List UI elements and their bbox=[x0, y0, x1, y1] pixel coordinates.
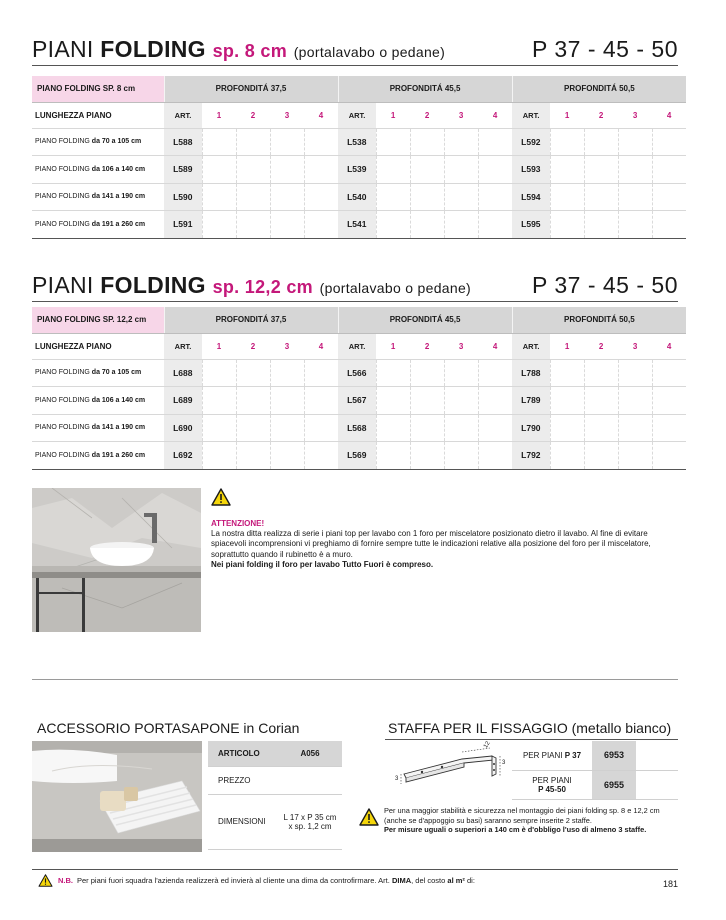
price-cell bbox=[270, 156, 304, 184]
price-cell bbox=[376, 183, 410, 211]
accessory-title: ACCESSORIO PORTASAPONE in Corian bbox=[37, 720, 300, 736]
bracket-dim-a: 12 bbox=[483, 740, 492, 750]
footer-rule bbox=[32, 869, 678, 870]
row-description bbox=[32, 359, 164, 387]
art-column-header: ART. bbox=[512, 102, 550, 128]
row-prefix: PIANO FOLDING bbox=[35, 165, 90, 173]
table-subheader-row bbox=[32, 102, 686, 128]
price-cell bbox=[410, 156, 444, 184]
section1-price-table bbox=[32, 76, 686, 239]
bracket-row2-code: 6955 bbox=[592, 770, 636, 799]
price-column-header: 2 bbox=[584, 333, 618, 359]
price-cell bbox=[376, 128, 410, 156]
section1-title-normal: PIANI bbox=[32, 36, 94, 62]
table-header-row bbox=[32, 76, 686, 102]
section2-price-table bbox=[32, 307, 686, 470]
price-cell bbox=[444, 156, 478, 184]
attention-body: La nostra ditta realizza di serie i piani top per lavabo con 1 foro per miscelatore posizionato dietro il lavabo. Al fine di evitare spiacevoli incomprensioni vi preghiamo di fornire sempre tutte le indicazioni relative alla posizione del foro per il miscelatore, soprattutto quando il rubinetto è a muro. bbox=[211, 529, 651, 559]
price-cell bbox=[444, 183, 478, 211]
section2-title-pink: sp. 12,2 cm bbox=[212, 277, 313, 297]
price-cell bbox=[410, 128, 444, 156]
row-description bbox=[32, 156, 164, 184]
price-cell bbox=[550, 211, 584, 239]
footer-nb: N.B. bbox=[58, 876, 73, 885]
footer-note bbox=[38, 874, 475, 887]
row-description bbox=[32, 414, 164, 442]
price-cell bbox=[478, 387, 512, 415]
price-cell bbox=[652, 211, 686, 239]
table-header-label: PIANO FOLDING SP. 8 cm bbox=[32, 76, 164, 102]
price-cell bbox=[444, 387, 478, 415]
depth-group-header: PROFONDITÁ 37,5 bbox=[164, 307, 338, 333]
price-cell bbox=[236, 211, 270, 239]
bracket-row1-label: PER PIANI bbox=[522, 750, 565, 760]
bracket-row-p45 bbox=[512, 770, 678, 799]
row-description bbox=[32, 128, 164, 156]
price-cell bbox=[236, 359, 270, 387]
row-range: da 70 a 105 cm bbox=[91, 138, 142, 146]
price-cell bbox=[304, 183, 338, 211]
article-code: L589 bbox=[164, 156, 202, 184]
article-code: L789 bbox=[512, 387, 550, 415]
price-cell bbox=[652, 128, 686, 156]
price-column-header: 1 bbox=[376, 333, 410, 359]
price-cell bbox=[270, 387, 304, 415]
table-row bbox=[32, 359, 686, 387]
price-cell bbox=[304, 359, 338, 387]
page-number: 181 bbox=[663, 879, 679, 889]
price-column-header: 2 bbox=[410, 333, 444, 359]
price-cell bbox=[202, 414, 236, 442]
price-cell bbox=[444, 442, 478, 470]
section1-title-bold: FOLDING bbox=[100, 36, 206, 62]
price-cell bbox=[376, 442, 410, 470]
article-code: L588 bbox=[164, 128, 202, 156]
price-cell bbox=[550, 128, 584, 156]
price-column-header: 3 bbox=[444, 102, 478, 128]
price-column-header: 3 bbox=[444, 333, 478, 359]
price-column-header: 2 bbox=[236, 102, 270, 128]
footer-text-c: di: bbox=[467, 876, 475, 885]
price-cell bbox=[478, 156, 512, 184]
art-column-header: ART. bbox=[164, 102, 202, 128]
price-cell bbox=[304, 387, 338, 415]
article-code: L593 bbox=[512, 156, 550, 184]
bracket-note-text: Per una maggior stabilità e sicurezza nel montaggio dei piani folding sp. 8 e 12,2 cm (anche se d'appoggio su basi) saranno sempre inserite 2 staffe. bbox=[384, 806, 660, 825]
row-prefix: PIANO FOLDING bbox=[35, 138, 90, 146]
attention-note bbox=[211, 519, 681, 570]
price-cell bbox=[652, 414, 686, 442]
price-cell bbox=[410, 414, 444, 442]
article-code: L567 bbox=[338, 387, 376, 415]
price-cell bbox=[652, 387, 686, 415]
prezzo-label: PREZZO bbox=[208, 766, 278, 794]
table-row bbox=[32, 183, 686, 211]
bracket-row1-bold: P 37 bbox=[564, 750, 582, 760]
row-description bbox=[32, 183, 164, 211]
price-cell bbox=[584, 359, 618, 387]
article-code: L788 bbox=[512, 359, 550, 387]
row-range: da 141 a 190 cm bbox=[91, 193, 146, 201]
article-code: L590 bbox=[164, 183, 202, 211]
article-code: L690 bbox=[164, 414, 202, 442]
price-column-header: 1 bbox=[202, 333, 236, 359]
table-row bbox=[32, 414, 686, 442]
price-cell bbox=[304, 442, 338, 470]
price-cell bbox=[236, 128, 270, 156]
footer-text-b: , del costo bbox=[411, 876, 446, 885]
price-cell bbox=[444, 128, 478, 156]
row-prefix: PIANO FOLDING bbox=[35, 369, 90, 377]
price-column-header: 3 bbox=[618, 102, 652, 128]
price-cell bbox=[202, 442, 236, 470]
dimensioni-label: DIMENSIONI bbox=[208, 794, 278, 849]
bracket-dim-c: 3 bbox=[395, 776, 399, 782]
article-code: L539 bbox=[338, 156, 376, 184]
price-cell bbox=[270, 183, 304, 211]
price-cell bbox=[410, 359, 444, 387]
row-description bbox=[32, 442, 164, 470]
accessory-table bbox=[208, 741, 342, 850]
articolo-label: ARTICOLO bbox=[208, 741, 278, 766]
price-cell bbox=[376, 211, 410, 239]
price-column-header: 4 bbox=[304, 102, 338, 128]
price-cell bbox=[270, 442, 304, 470]
row-description bbox=[32, 211, 164, 239]
price-cell bbox=[618, 183, 652, 211]
art-column-header: ART. bbox=[338, 102, 376, 128]
table-row bbox=[32, 442, 686, 470]
price-cell bbox=[304, 156, 338, 184]
price-cell bbox=[550, 442, 584, 470]
article-code: L569 bbox=[338, 442, 376, 470]
divider bbox=[32, 679, 678, 680]
price-cell bbox=[444, 414, 478, 442]
price-cell bbox=[550, 414, 584, 442]
price-cell bbox=[376, 414, 410, 442]
table-subheader-row bbox=[32, 333, 686, 359]
price-cell bbox=[410, 183, 444, 211]
art-column-header: ART. bbox=[338, 333, 376, 359]
price-cell bbox=[444, 211, 478, 239]
price-cell bbox=[202, 359, 236, 387]
section2-title bbox=[32, 272, 678, 302]
price-cell bbox=[236, 414, 270, 442]
price-column-header: 1 bbox=[376, 102, 410, 128]
price-cell bbox=[618, 414, 652, 442]
row-prefix: PIANO FOLDING bbox=[35, 220, 90, 228]
section2-title-sub: (portalavabo o pedane) bbox=[319, 280, 472, 296]
price-cell bbox=[618, 156, 652, 184]
table-row bbox=[32, 128, 686, 156]
section1-title-pink: sp. 8 cm bbox=[212, 41, 288, 61]
articolo-value: A056 bbox=[278, 741, 342, 766]
attention-title: ATTENZIONE! bbox=[211, 519, 265, 528]
footer-text-a: Per piani fuori squadra l'azienda realizzerà ed invierà al cliente una dima da controfirmare. Art. bbox=[77, 876, 390, 885]
price-cell bbox=[478, 359, 512, 387]
price-cell bbox=[376, 156, 410, 184]
price-cell bbox=[410, 442, 444, 470]
article-code: L790 bbox=[512, 414, 550, 442]
row-prefix: PIANO FOLDING bbox=[35, 396, 90, 404]
article-code: L689 bbox=[164, 387, 202, 415]
price-cell bbox=[236, 442, 270, 470]
section2-title-rule bbox=[32, 301, 678, 302]
price-cell bbox=[376, 387, 410, 415]
price-column-header: 4 bbox=[652, 333, 686, 359]
bracket-title-rule bbox=[385, 739, 678, 740]
soap-dish-photo bbox=[32, 741, 202, 852]
price-column-header: 2 bbox=[236, 333, 270, 359]
bathroom-sink-photo bbox=[32, 488, 201, 632]
bracket-title: STAFFA PER IL FISSAGGIO (metallo bianco) bbox=[388, 720, 672, 736]
price-cell bbox=[202, 387, 236, 415]
price-cell bbox=[478, 211, 512, 239]
price-column-header: 4 bbox=[478, 102, 512, 128]
price-cell bbox=[584, 183, 618, 211]
article-code: L595 bbox=[512, 211, 550, 239]
bracket-drawing bbox=[392, 740, 510, 794]
row-prefix: PIANO FOLDING bbox=[35, 193, 90, 201]
price-cell bbox=[236, 387, 270, 415]
price-cell bbox=[584, 414, 618, 442]
price-column-header: 4 bbox=[652, 102, 686, 128]
article-code: L540 bbox=[338, 183, 376, 211]
accessory-row-prezzo bbox=[208, 766, 342, 794]
bracket-warning-icon bbox=[359, 808, 379, 831]
price-column-header: 2 bbox=[410, 102, 444, 128]
footer-al-m2: al m² bbox=[447, 876, 465, 885]
accessory-row-articolo bbox=[208, 741, 342, 766]
bracket-dim-b: 3 bbox=[502, 760, 506, 766]
depth-group-header: PROFONDITÁ 45,5 bbox=[338, 76, 512, 102]
price-cell bbox=[584, 128, 618, 156]
price-cell bbox=[618, 387, 652, 415]
price-cell bbox=[584, 156, 618, 184]
row-range: da 191 a 260 cm bbox=[91, 451, 146, 459]
price-cell bbox=[618, 211, 652, 239]
price-cell bbox=[478, 414, 512, 442]
depth-group-header: PROFONDITÁ 37,5 bbox=[164, 76, 338, 102]
table-header-label: PIANO FOLDING SP. 12,2 cm bbox=[32, 307, 164, 333]
price-cell bbox=[618, 128, 652, 156]
bracket-table bbox=[512, 741, 678, 800]
price-cell bbox=[652, 156, 686, 184]
price-cell bbox=[410, 387, 444, 415]
accessory-row-dimensioni bbox=[208, 794, 342, 849]
attention-bold-line: Nei piani folding il foro per lavabo Tutto Fuori è compreso. bbox=[211, 559, 434, 569]
price-column-header: 2 bbox=[584, 102, 618, 128]
price-cell bbox=[550, 359, 584, 387]
article-code: L692 bbox=[164, 442, 202, 470]
price-cell bbox=[236, 183, 270, 211]
price-cell bbox=[304, 211, 338, 239]
table-header-row bbox=[32, 307, 686, 333]
art-column-header: ART. bbox=[164, 333, 202, 359]
article-code: L688 bbox=[164, 359, 202, 387]
price-cell bbox=[270, 414, 304, 442]
price-cell bbox=[270, 128, 304, 156]
price-cell bbox=[652, 183, 686, 211]
section1-title-sub: (portalavabo o pedane) bbox=[293, 44, 446, 60]
price-cell bbox=[202, 128, 236, 156]
section2-title-normal: PIANI bbox=[32, 272, 94, 298]
footer-dima: DIMA bbox=[391, 876, 412, 885]
dimensioni-line2: x sp. 1,2 cm bbox=[288, 821, 332, 831]
price-cell bbox=[410, 211, 444, 239]
price-column-header: 3 bbox=[270, 333, 304, 359]
price-cell bbox=[584, 211, 618, 239]
prezzo-value bbox=[278, 766, 342, 794]
table-row bbox=[32, 211, 686, 239]
price-cell bbox=[376, 359, 410, 387]
bracket-row1-code: 6953 bbox=[592, 741, 636, 770]
price-column-header: 1 bbox=[550, 333, 584, 359]
article-code: L594 bbox=[512, 183, 550, 211]
section2-title-bold: FOLDING bbox=[100, 272, 206, 298]
price-cell bbox=[444, 359, 478, 387]
price-cell bbox=[652, 359, 686, 387]
row-range: da 106 a 140 cm bbox=[91, 165, 146, 173]
price-column-header: 1 bbox=[202, 102, 236, 128]
price-cell bbox=[236, 156, 270, 184]
price-cell bbox=[202, 211, 236, 239]
footer-warning-icon bbox=[38, 874, 53, 887]
price-cell bbox=[584, 387, 618, 415]
bracket-note bbox=[384, 806, 680, 835]
article-code: L538 bbox=[338, 128, 376, 156]
price-column-header: 1 bbox=[550, 102, 584, 128]
article-code: L592 bbox=[512, 128, 550, 156]
price-cell bbox=[618, 359, 652, 387]
bracket-row-p37 bbox=[512, 741, 678, 770]
price-cell bbox=[478, 442, 512, 470]
row-range: da 141 a 190 cm bbox=[91, 424, 146, 432]
price-cell bbox=[618, 442, 652, 470]
row-prefix: PIANO FOLDING bbox=[35, 451, 90, 459]
bracket-row2-bold: P 45-50 bbox=[538, 784, 566, 794]
price-cell bbox=[478, 183, 512, 211]
price-cell bbox=[270, 359, 304, 387]
price-cell bbox=[202, 183, 236, 211]
dimensioni-line1: L 17 x P 35 cm bbox=[283, 812, 337, 822]
price-column-header: 3 bbox=[618, 333, 652, 359]
price-column-header: 3 bbox=[270, 102, 304, 128]
article-code: L591 bbox=[164, 211, 202, 239]
depth-group-header: PROFONDITÁ 50,5 bbox=[512, 76, 686, 102]
price-cell bbox=[270, 211, 304, 239]
price-column-header: 4 bbox=[478, 333, 512, 359]
price-cell bbox=[304, 128, 338, 156]
price-cell bbox=[478, 128, 512, 156]
table-row bbox=[32, 156, 686, 184]
length-column-header: LUNGHEZZA PIANO bbox=[32, 102, 164, 128]
art-column-header: ART. bbox=[512, 333, 550, 359]
section2-title-right: P 37 - 45 - 50 bbox=[532, 272, 678, 298]
price-cell bbox=[584, 442, 618, 470]
article-code: L792 bbox=[512, 442, 550, 470]
price-cell bbox=[550, 183, 584, 211]
row-range: da 70 a 105 cm bbox=[91, 369, 142, 377]
table-row bbox=[32, 387, 686, 415]
article-code: L566 bbox=[338, 359, 376, 387]
row-description bbox=[32, 387, 164, 415]
article-code: L541 bbox=[338, 211, 376, 239]
length-column-header: LUNGHEZZA PIANO bbox=[32, 333, 164, 359]
depth-group-header: PROFONDITÁ 45,5 bbox=[338, 307, 512, 333]
section1-title-right: P 37 - 45 - 50 bbox=[532, 36, 678, 62]
price-cell bbox=[652, 442, 686, 470]
price-cell bbox=[202, 156, 236, 184]
warning-icon bbox=[211, 488, 231, 511]
price-column-header: 4 bbox=[304, 333, 338, 359]
section1-title bbox=[32, 36, 678, 66]
section1-title-rule bbox=[32, 65, 678, 66]
price-cell bbox=[550, 387, 584, 415]
depth-group-header: PROFONDITÁ 50,5 bbox=[512, 307, 686, 333]
price-cell bbox=[550, 156, 584, 184]
row-range: da 191 a 260 cm bbox=[91, 220, 146, 228]
row-range: da 106 a 140 cm bbox=[91, 396, 146, 404]
bracket-note-bold: Per misure uguali o superiori a 140 cm è d'obbligo l'uso di almeno 3 staffe. bbox=[384, 825, 647, 834]
article-code: L568 bbox=[338, 414, 376, 442]
bracket-row2-label: PER PIANI bbox=[532, 775, 572, 785]
price-cell bbox=[304, 414, 338, 442]
row-prefix: PIANO FOLDING bbox=[35, 424, 90, 432]
